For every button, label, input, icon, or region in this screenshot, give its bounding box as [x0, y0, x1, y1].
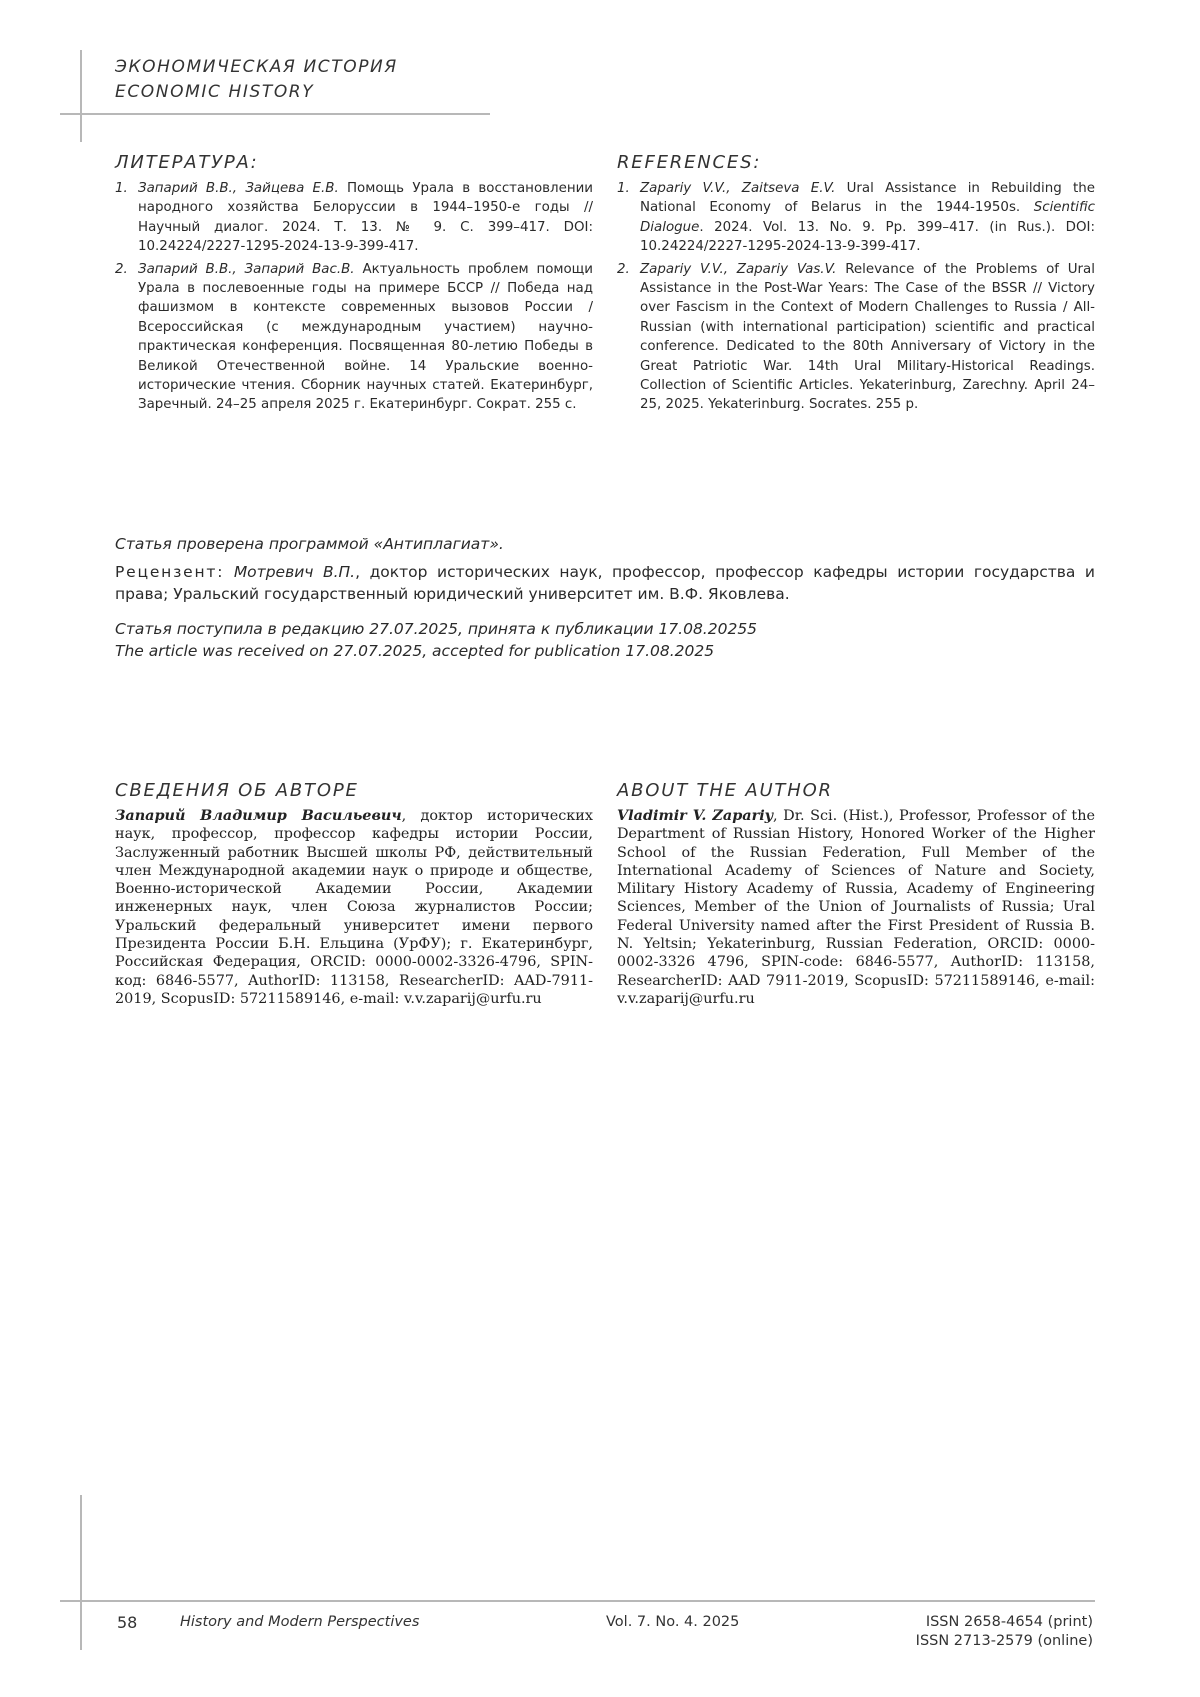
author-ru-text [115, 807, 593, 1008]
reference-en-1 [617, 179, 1095, 257]
reference-text: Актуальность проблем помощи Урала в послевоенные годы на примере БССР // Победа над фашизмом в контексте современных вызовов России / Всероссийская (с международным участием) научно-практическая конференция. Посвященная 80-летию Победы в Великой Отечественной войне. 14 Уральские военно-исторические чтения. Сборник научных статей. Екатеринбург, Заречный. 24–25 апреля 2025 г. Екатеринбург. Сократ. 255 с. [138, 261, 593, 413]
references-en [617, 152, 1095, 418]
issn-block [916, 1613, 1093, 1651]
received-date-en: The article was received on 27.07.2025, accepted for publication 17.08.2025 [115, 642, 715, 660]
references-ru-title: ЛИТЕРАТУРА: [115, 152, 259, 173]
reference-authors: Zapariy V.V., Zapariy Vas.V. [640, 261, 837, 277]
author-info-en [617, 780, 1095, 1008]
section-title-en: ECONOMIC HISTORY [115, 82, 315, 102]
reference-ru-2 [115, 260, 593, 415]
references-ru [115, 152, 593, 418]
author-ru-name: Запарий Владимир Васильевич [115, 807, 402, 824]
page-number: 58 [117, 1613, 138, 1632]
bottom-vertical-rule [80, 1495, 82, 1650]
reference-en-2 [617, 260, 1095, 415]
reference-number: 2. [617, 261, 630, 277]
reference-text: Ural Assistance in Rebuilding the National Economy of Belarus in the 1944-1950s. [640, 181, 1095, 216]
reference-authors: Zapariy V.V., Zaitseva E.V. [640, 181, 836, 196]
author-en-title: ABOUT THE AUTHOR [617, 780, 833, 801]
reference-number: 1. [115, 181, 128, 196]
reference-authors: Запарий В.В., Зайцева Е.В. [138, 181, 339, 196]
journal-volume: Vol. 7. No. 4. 2025 [606, 1614, 740, 1630]
reviewer-label: Рецензент: [115, 563, 225, 581]
reference-text-end: . 2024. Vol. 13. No. 9. Pp. 399–417. (in Rus.). DOI: 10.24224/2227-1295-2024-13-9-399-417. [640, 219, 1095, 255]
reviewer-info: , доктор исторических наук, профессор, профессор кафедры истории государства и права; Уральский государственный юридический университет им. В.Ф. Яковлева. [115, 563, 1095, 603]
running-header [115, 55, 398, 105]
reference-journal: Scientific Dialogue [640, 200, 1095, 235]
reference-ru-1 [115, 179, 593, 257]
reference-text: Relevance of the Problems of Ural Assistance in the Post-War Years: The Case of the BSSR // Victory over Fascism in the Context of Modern Challenges to Russia / All-Russian (with international participation) scientific and practical conference. Dedicated to the 80th Anniversary of Victory in the Great Patriotic War. 14th Ural Military-Historical Readings. Collection of Scientific Articles. Yekaterinburg, Zarechny. April 24–25, 2025. Yekaterinburg. Socrates. 255 p. [640, 261, 1095, 413]
reference-authors: Запарий В.В., Запарий Вас.В. [138, 261, 355, 277]
journal-name: History and Modern Perspectives [180, 1614, 420, 1630]
section-title-ru: ЭКОНОМИЧЕСКАЯ ИСТОРИЯ [115, 57, 398, 77]
issn-print: ISSN 2658-4654 (print) [925, 1614, 1093, 1630]
author-en-name: Vladimir V. Zapariy [617, 807, 774, 824]
reference-number: 2. [115, 261, 128, 277]
top-horizontal-rule [60, 113, 490, 115]
references-en-title: REFERENCES: [617, 152, 762, 173]
author-ru-info: , доктор исторических наук, профессор, профессор кафедры истории России, Заслуженный работник Высшей школы РФ, действительный член Международной академии наук о природе и обществе, Военно-исторической Академии России, Академии инженерных наук, член Союза журналистов России; Уральский федеральный университет имени первого Президента России Б.Н. Ельцина (УрФУ); г. Екатеринбург, Российская Федерация, ORCID: 0000-0002-3326-4796, SPIN-код: 6846-5577, AuthorID: 113158, ResearcherID: AAD-7911-2019, ScopusID: 57211589146, e-mail: v.v.zaparij@urfu.ru [115, 808, 593, 1007]
author-en-info: , Dr. Sci. (Hist.), Professor, Professor of the Department of Russian History, Honored Worker of the Higher School of the Russian Federation, Full Member of the International Academy of Sciences of Nature and Society, Military History Academy of Russia, Academy of Engineering Sciences, Member of the Union of Journalists of Russia; Ural Federal University named after the First President of Russia B. N. Yeltsin; Yekaterinburg, Russian Federation, ORCID: 0000-0002-3326 4796, SPIN-code: 6846-5577, AuthorID: 113158, ResearcherID: AAD 7911-2019, ScopusID: 57211589146, e-mail: v.v.zaparij@urfu.ru [617, 808, 1095, 1007]
top-vertical-rule [80, 50, 82, 142]
author-en-text [617, 807, 1095, 1008]
author-ru-title: СВЕДЕНИЯ ОБ АВТОРЕ [115, 780, 359, 801]
issn-online: ISSN 2713-2579 (online) [915, 1633, 1093, 1649]
author-info-ru [115, 780, 593, 1008]
bottom-horizontal-rule [60, 1600, 1095, 1602]
antiplagiat-note: Статья проверена программой «Антиплагиат». [115, 535, 504, 553]
reference-text: Помощь Урала в восстановлении народного хозяйства Белоруссии в 1944–1950-е годы // Научный диалог. 2024. Т. 13. № 9. С. 399–417. DOI: 10.24224/2227-1295-2024-13-9-399-417. [138, 181, 593, 255]
reviewer-note [115, 561, 1095, 605]
reference-number: 1. [617, 181, 630, 196]
reviewer-name: Мотревич В.П. [233, 563, 356, 581]
received-date-ru: Статья поступила в редакцию 27.07.2025, принята к публикации 17.08.20255 [115, 620, 758, 638]
